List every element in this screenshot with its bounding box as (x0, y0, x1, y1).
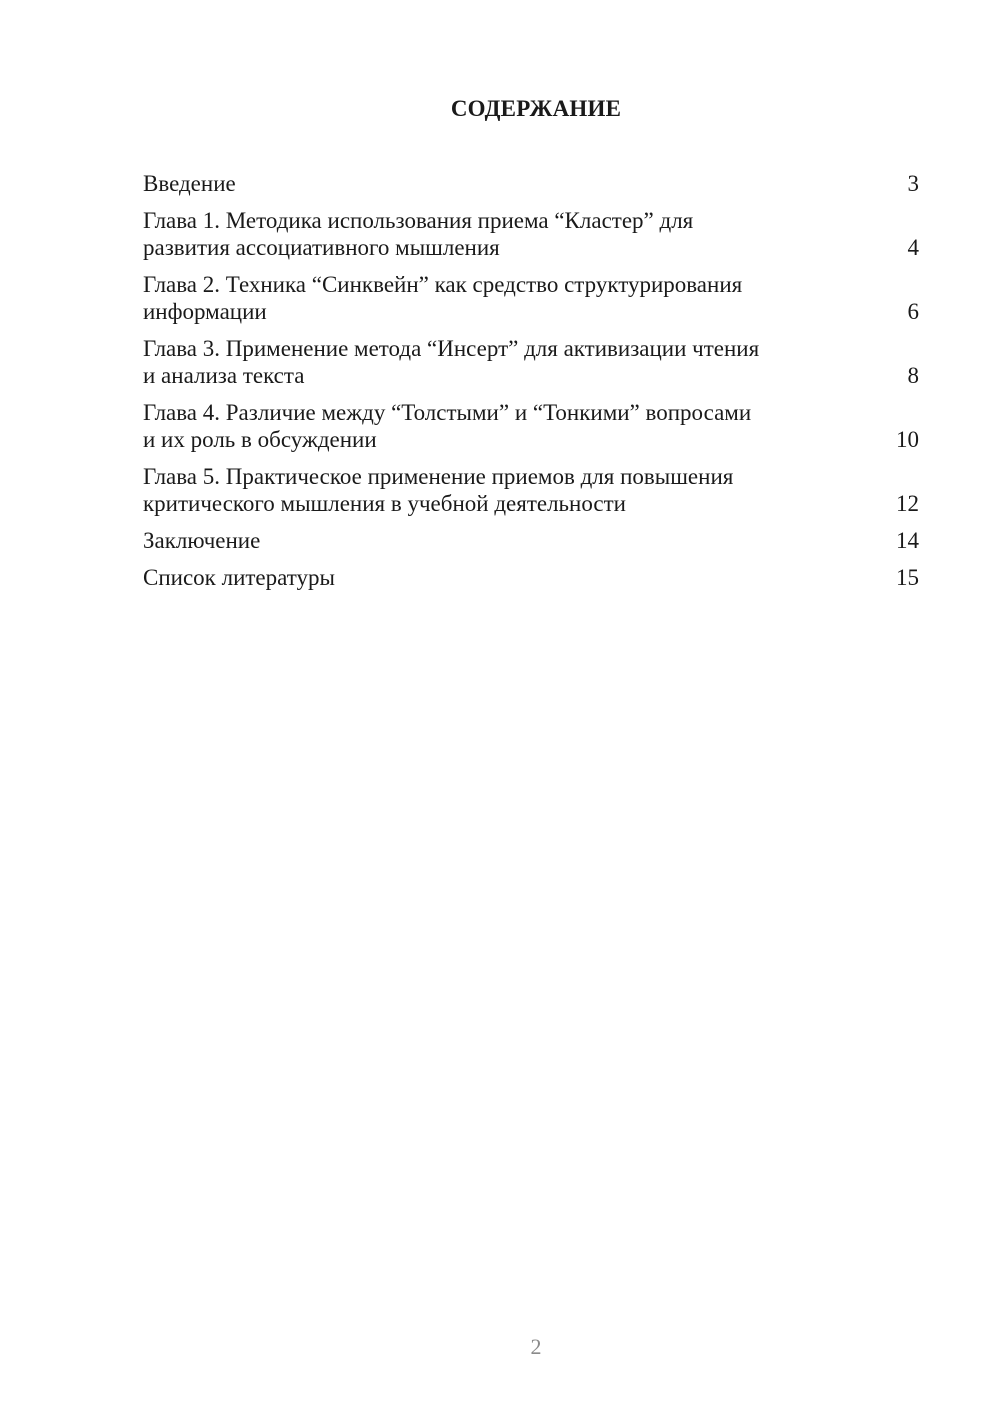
toc-entry-conclusion[interactable] (143, 527, 919, 554)
toc-entry-chapter-3[interactable] (143, 335, 919, 389)
toc-entry-label: Заключение (143, 528, 261, 553)
toc-entry-chapter-1[interactable] (143, 207, 919, 261)
page-number: 2 (530, 1334, 542, 1359)
toc-entry-introduction[interactable] (143, 170, 919, 197)
toc-entry-page: 6 (907, 299, 919, 324)
toc-entry-label: Глава 5. Практическое применение приемов для повышения критического мышления в учебной деятельности (143, 464, 734, 516)
toc-entry-label: Глава 3. Применение метода “Инсерт” для активизации чтения и анализа текста (143, 336, 760, 388)
toc-entry-chapter-5[interactable] (143, 463, 919, 517)
toc-entry-label: Глава 2. Техника “Синквейн” как средство структурирования информации (143, 272, 743, 324)
toc-entry-label: Введение (143, 171, 236, 196)
table-of-contents (143, 170, 919, 601)
toc-entry-label: Глава 1. Методика использования приема “Кластер” для развития ассоциативного мышления (143, 208, 694, 260)
toc-entry-page: 8 (907, 363, 919, 388)
toc-entry-bibliography[interactable] (143, 564, 919, 591)
toc-entry-page: 12 (896, 491, 919, 516)
page-title: СОДЕРЖАНИЕ (450, 96, 622, 121)
toc-entry-label: Список литературы (143, 565, 335, 590)
toc-entry-chapter-4[interactable] (143, 399, 919, 453)
toc-entry-chapter-2[interactable] (143, 271, 919, 325)
toc-entry-page: 14 (896, 528, 919, 553)
toc-entry-page: 3 (907, 171, 919, 196)
toc-entry-page: 10 (896, 427, 919, 452)
toc-entry-label: Глава 4. Различие между “Толстыми” и “Тонкими” вопросами и их роль в обсуждении (143, 400, 752, 452)
toc-entry-page: 15 (896, 565, 919, 590)
toc-entry-page: 4 (907, 235, 919, 260)
